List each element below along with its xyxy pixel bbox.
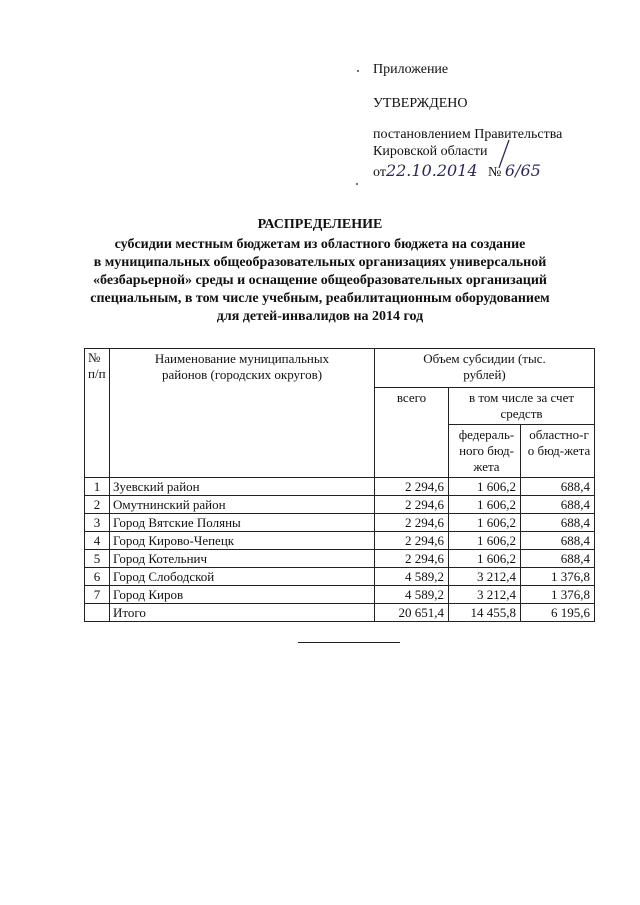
row-regional: 1 376,8 bbox=[521, 586, 595, 604]
row-federal: 1 606,2 bbox=[449, 532, 521, 550]
row-name: Омутнинский район bbox=[110, 496, 375, 514]
row-name: Город Слободской bbox=[110, 568, 375, 586]
row-federal: 3 212,4 bbox=[449, 568, 521, 586]
row-name: Город Кирово-Чепецк bbox=[110, 532, 375, 550]
decree-date-line bbox=[373, 162, 541, 182]
table-header-row bbox=[85, 349, 595, 388]
approved-label: УТВЕРЖДЕНО bbox=[373, 96, 468, 111]
row-federal: 1 606,2 bbox=[449, 514, 521, 532]
row-num: 7 bbox=[85, 586, 110, 604]
row-total: 4 589,2 bbox=[375, 568, 449, 586]
header-num: № п/п bbox=[85, 349, 110, 478]
row-name: Город Киров bbox=[110, 586, 375, 604]
header-total: всего bbox=[375, 388, 449, 478]
header-regional: областно-го бюд-жета bbox=[521, 425, 595, 478]
table-row bbox=[85, 550, 595, 568]
totals-federal: 14 455,8 bbox=[449, 604, 521, 622]
table-row bbox=[85, 514, 595, 532]
scan-speck bbox=[357, 70, 359, 72]
header-volume: Объем субсидии (тыс. рублей) bbox=[375, 349, 595, 388]
date-prefix: от bbox=[373, 165, 386, 180]
table-row bbox=[85, 568, 595, 586]
table-row bbox=[85, 532, 595, 550]
row-regional: 688,4 bbox=[521, 550, 595, 568]
table-row bbox=[85, 586, 595, 604]
row-federal: 1 606,2 bbox=[449, 478, 521, 496]
title-line-2: в муниципальных общеобразовательных организациях универсальной bbox=[93, 255, 547, 270]
row-name: Город Котельнич bbox=[110, 550, 375, 568]
document-title: РАСПРЕДЕЛЕНИЕ bbox=[257, 217, 383, 232]
totals-label: Итого bbox=[110, 604, 375, 622]
totals-regional: 6 195,6 bbox=[521, 604, 595, 622]
title-line-5: для детей-инвалидов на 2014 год bbox=[216, 309, 424, 324]
row-num: 4 bbox=[85, 532, 110, 550]
totals-num bbox=[85, 604, 110, 622]
title-line-1: субсидии местным бюджетам из областного бюджета на создание bbox=[114, 237, 526, 252]
table-row bbox=[85, 496, 595, 514]
row-regional: 688,4 bbox=[521, 478, 595, 496]
decree-line-1: постановлением Правительства bbox=[373, 127, 563, 142]
title-line-3: «безбарьерной» среды и оснащение общеобразовательных организаций bbox=[93, 273, 547, 288]
row-regional: 688,4 bbox=[521, 514, 595, 532]
handwritten-date: 22.10.2014 bbox=[385, 161, 478, 180]
header-including: в том числе за счет средств bbox=[449, 388, 595, 425]
row-total: 4 589,2 bbox=[375, 586, 449, 604]
row-num: 5 bbox=[85, 550, 110, 568]
pen-stroke bbox=[495, 138, 511, 170]
decree-line-2: Кировской области bbox=[373, 144, 488, 159]
appendix-label: Приложение bbox=[373, 62, 449, 77]
row-num: 1 bbox=[85, 478, 110, 496]
row-total: 2 294,6 bbox=[375, 478, 449, 496]
row-total: 2 294,6 bbox=[375, 550, 449, 568]
row-total: 2 294,6 bbox=[375, 514, 449, 532]
table-row bbox=[85, 478, 595, 496]
totals-total: 20 651,4 bbox=[375, 604, 449, 622]
row-total: 2 294,6 bbox=[375, 496, 449, 514]
row-num: 6 bbox=[85, 568, 110, 586]
row-federal: 3 212,4 bbox=[449, 586, 521, 604]
header-name: Наименование муниципальных районов (городских округов) bbox=[110, 349, 375, 478]
row-federal: 1 606,2 bbox=[449, 550, 521, 568]
row-regional: 1 376,8 bbox=[521, 568, 595, 586]
row-num: 2 bbox=[85, 496, 110, 514]
title-line-4: специальным, в том числе учебным, реабилитационным оборудованием bbox=[90, 291, 550, 306]
row-name: Город Вятские Поляны bbox=[110, 514, 375, 532]
row-name: Зуевский район bbox=[110, 478, 375, 496]
scan-speck bbox=[356, 183, 358, 185]
distribution-table bbox=[84, 348, 595, 622]
header-federal: федераль-ного бюд-жета bbox=[449, 425, 521, 478]
handwritten-number: 6/65 bbox=[504, 161, 541, 180]
closing-rule bbox=[298, 642, 400, 643]
row-total: 2 294,6 bbox=[375, 532, 449, 550]
row-regional: 688,4 bbox=[521, 496, 595, 514]
row-federal: 1 606,2 bbox=[449, 496, 521, 514]
totals-row bbox=[85, 604, 595, 622]
number-sign: № bbox=[488, 165, 502, 180]
row-regional: 688,4 bbox=[521, 532, 595, 550]
row-num: 3 bbox=[85, 514, 110, 532]
